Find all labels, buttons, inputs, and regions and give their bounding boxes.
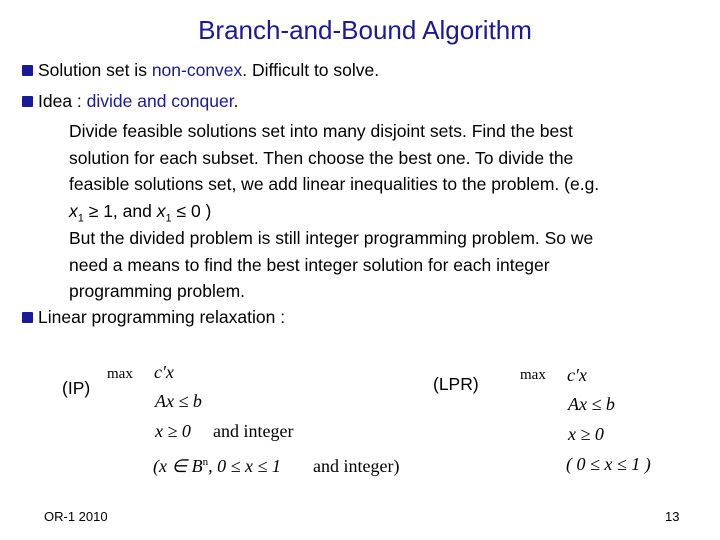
bullet-text: . (233, 91, 239, 111)
footer-course-label: OR-1 2010 (44, 509, 108, 524)
page-number: 13 (665, 509, 680, 524)
ip-constraint-integer: and integer (213, 421, 294, 441)
math-variable: x (69, 200, 78, 221)
bullet-item-lp-relaxation (22, 307, 285, 328)
lpr-label: (LPR) (433, 374, 479, 394)
square-bullet-icon (22, 312, 33, 323)
paragraph-text: ≤ 0 ) (171, 200, 212, 221)
paragraph-line: But the divided problem is still integer programming problem. So we (69, 228, 594, 248)
math-text: (x ∈ B (153, 456, 203, 476)
paragraph-divide (69, 118, 599, 232)
paragraph-line: programming problem. (69, 281, 246, 301)
lpr-objective: c′x (567, 365, 587, 385)
ip-constraint-nonneg: x ≥ 0 (155, 421, 191, 441)
square-bullet-icon (22, 65, 33, 76)
bullet-text: . Difficult to solve. (242, 60, 380, 80)
ip-label: (IP) (62, 378, 91, 398)
ip-constraint-ax: Ax ≤ b (155, 391, 202, 411)
slide-title: Branch-and-Bound Algorithm (198, 15, 532, 45)
paragraph-line: solution for each subset. Then choose the best one. To divide the (69, 147, 574, 168)
bullet-text: Linear programming relaxation : (38, 307, 286, 327)
lpr-constraint-ax: Ax ≤ b (568, 394, 615, 414)
paragraph-text: ≥ 1, and (83, 200, 157, 221)
square-bullet-icon (22, 96, 33, 107)
bullet-highlight: divide and conquer (86, 91, 234, 111)
paragraph-line: feasible solutions set, we add linear inequalities to the problem. (e.g. (69, 174, 600, 194)
paragraph-line: Divide feasible solutions set into many disjoint sets. Find the best (69, 121, 573, 141)
ip-objective: c′x (154, 362, 174, 382)
ip-constraint-binary (153, 456, 281, 477)
math-text: , 0 ≤ x ≤ 1 (208, 456, 281, 476)
ip-max: max (107, 366, 133, 382)
bullet-item-idea (22, 91, 238, 112)
paragraph-divided-problem (69, 225, 593, 305)
lpr-constraint-nonneg: x ≥ 0 (568, 424, 604, 444)
bullet-text: Solution set is (38, 60, 152, 80)
math-superscript: n (202, 456, 209, 468)
ip-constraint-binary-tail: and integer) (313, 456, 400, 476)
math-subscript: 1 (165, 212, 172, 224)
math-variable: x (156, 200, 166, 221)
bullet-item-nonconvex (22, 60, 379, 81)
bullet-text: Idea : (38, 91, 87, 111)
lpr-constraint-bounds: ( 0 ≤ x ≤ 1 ) (566, 454, 651, 474)
math-subscript: 1 (77, 212, 84, 224)
lpr-max: max (520, 367, 546, 383)
paragraph-line: need a means to find the best integer solution for each integer (69, 254, 550, 275)
bullet-highlight: non-convex (151, 60, 243, 80)
